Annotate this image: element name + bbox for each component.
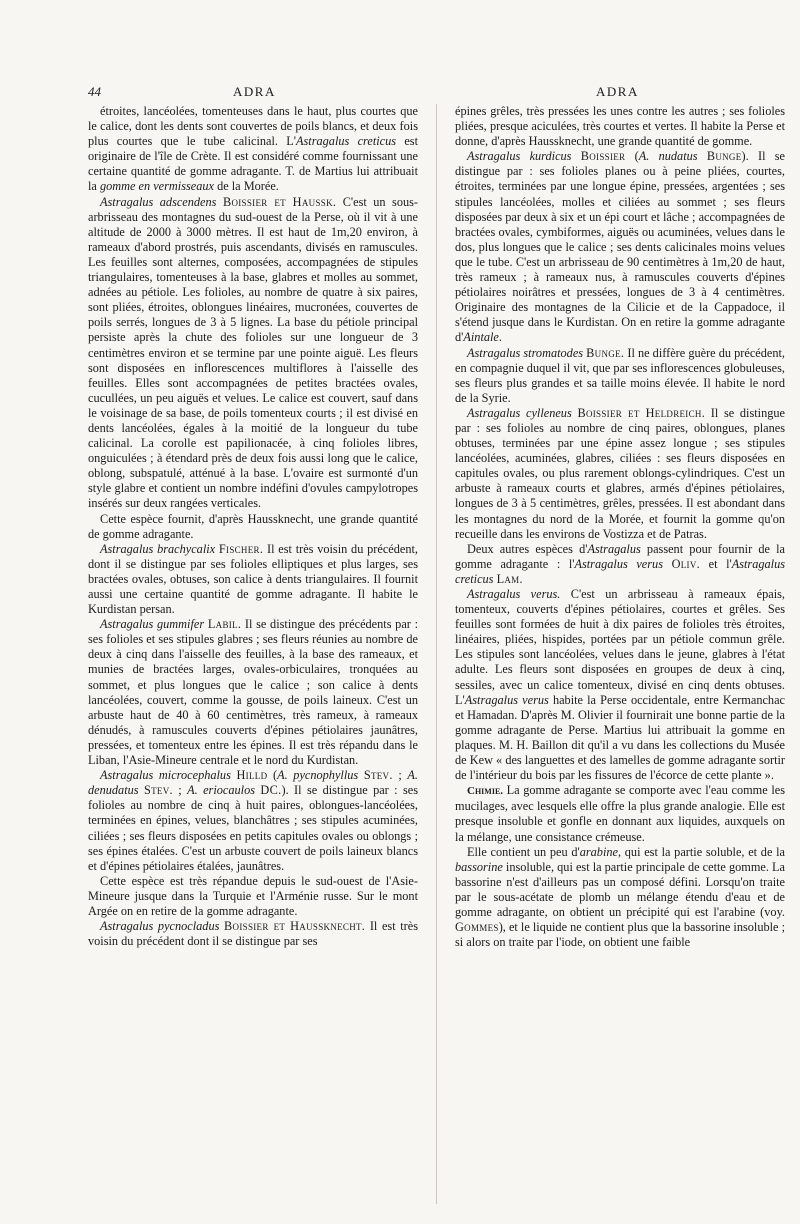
author: Boissier et Haussk. (222, 194, 337, 209)
paragraph: Cette espèce est très répandue depuis le sud-ouest de l'Asie-Mineure jusque dans la Turquie et l'Arménie russe. Sur le mont Argée on en retire de la gomme adragante. (88, 873, 418, 918)
author: Fischer. (218, 541, 264, 556)
section-label: Chimie. (467, 785, 504, 798)
running-header (0, 84, 800, 104)
chemistry-section: Chimie. La gomme adragante se comporte avec l'eau comme les mucilages, avec lesquels elle offre la plus grande analogie. Elle est presque insoluble et gonfle en donnant aux liquides, auxquels on la mélange, une consistance crémeuse. (455, 783, 785, 844)
species-entry: Astragalus brachycalix Fischer. Il est très voisin du précédent, dont il se distingue par ses folioles elliptiques et plus larges, ses bractées ovales, obtuses, son calice à dents triangulaires. Il fournit aussi une certaine quantité de gomme adragante. Il habite le Kurdistan persan. (88, 541, 418, 617)
species-entry: Astragalus pycnocladus Boissier et Haussknecht. Il est très voisin du précédent dont il se distingue par ses (88, 919, 419, 949)
species-entry: Astragalus cylleneus Boissier et Heldreich. Il se distingue par : ses folioles au nombre de cinq paires, oblongues, planes obtuses, terminées par une épine assez longue ; ses stipules lancéolées, acuminées, glabres, ciliées : ses fleurs disposées en capitules ovales, ou plus rarement oblongs-cylindriques. C'est un arbuste à rameaux courts et glabres, armés d'épines pétiolaires, longues de 3 à 5 centimètres, grêles, pressées. Il est abondant dans les montagnes du nord de la Morée, et fournit la gomme qu'on recueille dans les environs de Vostizza et de Patras. (455, 405, 785, 541)
text-columns (88, 104, 785, 1204)
page-number: 44 (88, 84, 101, 99)
column-divider (436, 104, 437, 1204)
paragraph: Cette espèce fournit, d'après Haussknecht, une grande quantité de gomme adragante. (88, 511, 418, 541)
species-name: Astragalus adscendens (100, 194, 217, 209)
species-entry: Astragalus microcephalus Hilld (A. pycnophyllus Stev. ; A. denudatus Stev. ; A. eriocaulos DC.). Il se distingue par : ses folioles au nombre de cinq à huit paires, oblongues-lancéolées, terminées en épines, velues, blanchâtres ; ses stipules acuminées, ciliées ; ses fleurs disposées en petits capitules ovales ou oblongs ; ses épines étalées. C'est un arbuste couvert de poils laineux blancs et d'épines pétiolaires étalées, jaunâtres. (88, 768, 419, 873)
species-entry: Astragalus adscendens Boissier et Haussk. C'est un sous-arbrisseau des montagnes du sud-ouest de la Perse, où il vit à une altitude de 2000 à 3000 mètres. Il est haut de 1m,20 environ, à rameaux d'abord prostrés, puis ascendants, divisés en ramuscules. Les feuilles sont alternes, composées, accompagnées de stipules triangulaires, tomenteuses à la base, glabres et molles au sommet, adnées au pétiole. Les folioles, au nombre de quatre à six paires, sont pliées, étroites, oblongues linéaires, mucronées, couvertes de poils serrés, longues de 3 à 5 lignes. La base du pétiole principal persiste après la chute des folioles sur une longueur de 3 centimètres environ et se termine par une pointe aiguë. Les fleurs sont disposées en inflorescences multiflores à l'aisselle des feuilles. Elles sont accompagnées de petites bractées ovales, cucullées, un peu aiguës et velues. Le calice est couvert, sauf dans le voisinage de sa base, de poils tomenteux courts ; il est divisé en dents lancéolées, égales à la moitié de la longueur du tube calicinal. La corolle est papilionacée, à cinq folioles libres, onguiculées ; à étendard près de deux fois aussi long que le calice, oblong, subspatulé, atténué à la base. L'ovaire est surmonté d'un style glabre et contient un nombre indéfini d'ovules campylotropes insérés sur deux rangées verticales. (88, 194, 419, 511)
paragraph: épines grêles, très pressées les unes contre les autres ; ses folioles pliées, presque aciculées, très courtes et vertes. Il habite la Perse et donne, d'après Haussknecht, une grande quantité de gomme. (455, 104, 785, 149)
species-name: Astragalus gummifer (100, 617, 205, 632)
species-name: Astragalus pycnocladus (100, 919, 220, 934)
author: Bunge. (586, 345, 625, 360)
species-entry: Astragalus verus. C'est un arbrisseau à rameaux épais, tomenteux, couverts d'épines pétiolaires, courtes et grêles. Ses feuilles sont formées de huit à dix paires de folioles très étroites, linéaires, pliées, hispides, portées par un pétiole commun grêle. Les stipules sont lancéolées, velues dans le jeune, glabres à l'état adulte. Les fleurs sont disposées en groupes de deux à cinq, sessiles, avec un calice tomenteux, divisé en cinq dents obtuses. L'Astragalus verus habite la Perse occidentale, entre Kermanchac et Hamadan. D'après M. Olivier il fournirait une bonne partie de la gomme adragante de Perse. Martius lui attribuait la gomme en plaques. M. H. Baillon dit qu'il a vu dans les collections du Musée de Kew « des languettes et des lamelles de gomme adragante sortir de l'intérieur du bois par les fissures de l'écorce de cette plante ». (455, 587, 785, 783)
species-entry: Astragalus kurdicus Boissier (A. nudatus Bunge). Il se distingue par : ses folioles planes ou à peine pliées, courtes, étroites, terminées par une longue épine, pressées, argentées ; ses stipules lancéolées, molles et ciliées au sommet ; ses fleurs disposées par deux à six et un épi court et lâche ; accompagnées de bractées ovales, cymbiformes, aiguës ou acuminées, velues dans le dos, plus longues que le calice ; ses dents calicinales moins velues que le tube. C'est un arbrisseau de 90 centimètres à 1m,20 de haut, très rameux ; à rameaux nus, à ramuscules couverts d'épines pétiolaires noirâtres et pressées, longues de 3 à 4 centimètres. Originaire des montagnes de la Cilicie et de la Cappadoce, il s'étend jusque dans le Kurdistan. On en retire la gomme adragante d'Aintale. (455, 149, 786, 345)
author: Boissier et Heldreich. (577, 405, 706, 420)
author: Labil. (207, 617, 242, 632)
species-name: Astragalus kurdicus (467, 149, 572, 164)
cross-reference: Gommes (455, 920, 499, 935)
paragraph: étroites, lancéolées, tomenteuses dans le haut, plus courtes que le calice, dont les dents sont couvertes de poils blancs, et deux fois plus courtes que le tube calicinal. L'Astragalus creticus est originaire de l'île de Crète. Il est considéré comme fournissant une certaine quantité de gomme adragante. T. de Martius lui attribuait la gomme en vermisseaux de la Morée. (88, 104, 419, 194)
right-column (455, 104, 785, 950)
species-entry: Astragalus gummifer Labil. Il se distingue des précédents par : ses folioles et ses stipules glabres ; ses fleurs réunies au nombre de deux à cinq dans l'aisselle des feuilles, à la base des rameaux, et munies de bractées larges, ovales-orbiculaires, tronquées au sommet, et plus longues que le calice ; son calice à dents lancéolées, couvert, comme la gousse, de poils laineux. C'est un arbuste haut de 40 à 60 centimètres, très rameux, à rameaux dénudés, à ramuscules couverts d'épines pétiolaires jaunâtres, pressées, et tomenteux entre les épines. Il est très répandu dans le Liban, l'Asie-Mineure centrale et le nord du Kurdistan. (88, 617, 418, 768)
paragraph: Elle contient un peu d'arabine, qui est la partie soluble, et de la bassorine insoluble, qui est la partie principale de cette gomme. La bassorine n'est d'ailleurs pas un composé défini. Lorsqu'on traite par le sous-acétate de plomb un mélange étendu d'eau et de gomme adragante, on obtient un précipité qui est l'arabine (voy. Gommes), et le liquide ne contient plus que la bassorine insoluble ; si alors on traite par l'iode, on obtient une faible (455, 844, 785, 950)
species-name: Astragalus stromatodes (467, 345, 584, 360)
paragraph: Deux autres espèces d'Astragalus passent pour fournir de la gomme adragante : l'Astragalus verus Oliv. et l'Astragalus creticus Lam. (455, 541, 785, 586)
left-column (88, 104, 418, 949)
header-title-right: ADRA (596, 84, 639, 99)
species-name: Astragalus brachycalix (100, 541, 216, 556)
species-name: Astragalus verus. (467, 587, 561, 601)
header-title-left: ADRA (233, 84, 276, 99)
species-name: Astragalus microcephalus (100, 768, 231, 783)
species-entry: Astragalus stromatodes Bunge. Il ne diffère guère du précédent, en compagnie duquel il vit, que par ses inflorescences globuleuses, ses fleurs plus grandes et sa taille moins élevée. Il habite le nord de la Syrie. (455, 345, 785, 405)
author: Boissier et Haussknecht. (224, 919, 366, 934)
species-name: Astragalus cylleneus (467, 405, 572, 420)
